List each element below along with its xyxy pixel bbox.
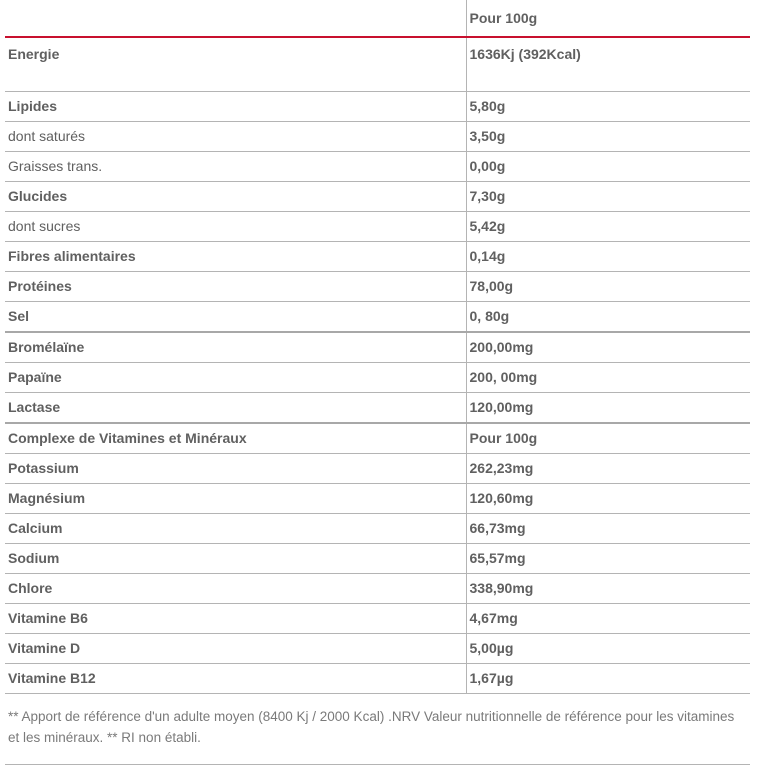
table-row-potassium <box>5 454 750 484</box>
nutrient-name: Vitamine B12 <box>5 664 466 694</box>
header-name-cell <box>5 0 466 37</box>
table-row-satures <box>5 122 750 152</box>
nutrient-value: 120,00mg <box>466 393 750 424</box>
nutrient-name: Vitamine D <box>5 634 466 664</box>
nutrient-name: Chlore <box>5 574 466 604</box>
nutrient-value: 7,30g <box>466 182 750 212</box>
nutrient-value: 1636Kj (392Kcal) <box>466 37 750 92</box>
nutrient-value: 0, 80g <box>466 302 750 333</box>
section-heading: Complexe de Vitamines et Minéraux <box>5 423 466 454</box>
nutrient-value: 5,42g <box>466 212 750 242</box>
nutrient-name: Potassium <box>5 454 466 484</box>
table-row-vitamins-header <box>5 423 750 454</box>
nutrient-value: 1,67µg <box>466 664 750 694</box>
nutrient-value: 200, 00mg <box>466 363 750 393</box>
table-row-calcium <box>5 514 750 544</box>
nutrient-value: 120,60mg <box>466 484 750 514</box>
table-row-chlore <box>5 574 750 604</box>
table-row-vitamine-d <box>5 634 750 664</box>
table-row-sucres <box>5 212 750 242</box>
nutrient-value: 0,00g <box>466 152 750 182</box>
nutrient-value: 78,00g <box>466 272 750 302</box>
nutrient-value: 0,14g <box>466 242 750 272</box>
nutrition-table <box>5 0 750 694</box>
nutrient-value: 200,00mg <box>466 332 750 363</box>
nutrient-value: 262,23mg <box>466 454 750 484</box>
table-row-lipides <box>5 92 750 122</box>
nutrient-name: Graisses trans. <box>5 152 466 182</box>
nutrient-value: 66,73mg <box>466 514 750 544</box>
nutrient-name: dont sucres <box>5 212 466 242</box>
table-header-row <box>5 0 750 37</box>
nutrient-name: Lipides <box>5 92 466 122</box>
table-row-sel <box>5 302 750 333</box>
table-row-graisses-trans <box>5 152 750 182</box>
nutrient-value: 338,90mg <box>466 574 750 604</box>
nutrient-name: Fibres alimentaires <box>5 242 466 272</box>
nutrient-name: Sel <box>5 302 466 333</box>
nutrition-table-container <box>5 0 750 694</box>
table-row-vitamine-b12 <box>5 664 750 694</box>
table-row-bromelaine <box>5 332 750 363</box>
section-heading-value: Pour 100g <box>466 423 750 454</box>
nutrient-value: 3,50g <box>466 122 750 152</box>
footnote-divider <box>5 764 750 765</box>
nutrient-value: 5,00µg <box>466 634 750 664</box>
table-row-papaine <box>5 363 750 393</box>
table-row-energie <box>5 37 750 92</box>
table-row-vitamine-b6 <box>5 604 750 634</box>
table-row-fibres <box>5 242 750 272</box>
nutrient-name: dont saturés <box>5 122 466 152</box>
table-row-glucides <box>5 182 750 212</box>
nutrient-name: Magnésium <box>5 484 466 514</box>
table-row-magnesium <box>5 484 750 514</box>
table-row-sodium <box>5 544 750 574</box>
nutrient-value: 65,57mg <box>466 544 750 574</box>
nutrient-name: Lactase <box>5 393 466 424</box>
nutrient-name: Papaïne <box>5 363 466 393</box>
nutrient-name: Calcium <box>5 514 466 544</box>
footnote-text: ** Apport de référence d'un adulte moyen (8400 Kj / 2000 Kcal) .NRV Valeur nutritionnelle de référence pour les vitamines et les minéraux. ** RI non établi. <box>8 709 735 745</box>
nutrient-name: Protéines <box>5 272 466 302</box>
table-row-proteines <box>5 272 750 302</box>
nutrient-value: 5,80g <box>466 92 750 122</box>
nutrient-name: Glucides <box>5 182 466 212</box>
nutrient-name: Bromélaïne <box>5 332 466 363</box>
nutrient-name: Sodium <box>5 544 466 574</box>
nutrient-name: Energie <box>5 37 466 92</box>
nutrient-value: 4,67mg <box>466 604 750 634</box>
header-per-100g: Pour 100g <box>466 0 750 37</box>
table-row-lactase <box>5 393 750 424</box>
nutrient-name: Vitamine B6 <box>5 604 466 634</box>
